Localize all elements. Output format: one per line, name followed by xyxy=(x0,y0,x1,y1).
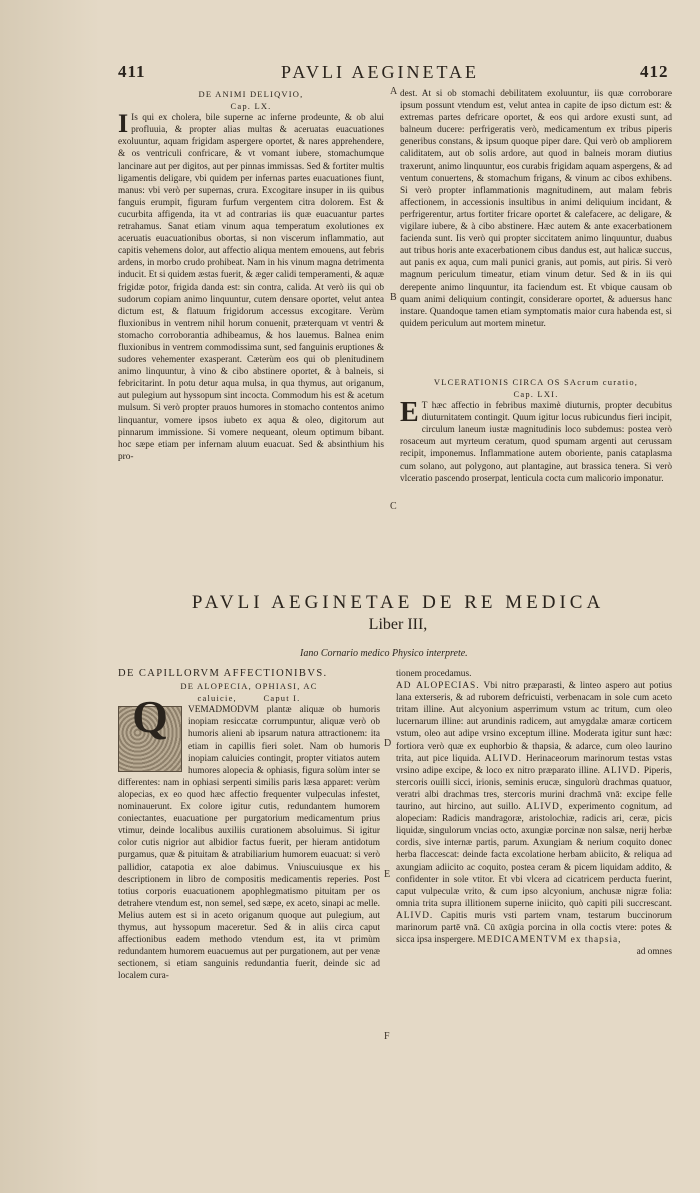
subheading: DE ALOPECIA, OPHIASI, AC xyxy=(180,681,318,692)
chapter-heading: DE ANIMI DELIQVIO, xyxy=(198,89,304,99)
column-top-left xyxy=(118,88,384,463)
margin-letter-f: F xyxy=(384,1031,390,1042)
recipe-heading: ALIVD. xyxy=(484,753,522,764)
recipe-heading: ALIVD. xyxy=(603,765,641,776)
chapter-number: Caput I. xyxy=(263,693,301,704)
body-text: VEMADMODVM plantæ aliquæ ob humoris inopiam resiccatæ corrumpuntur, aliquæ verò ob humoris alieni ab ipsarum natura attractionem: ita etiam in capillis fieri solet. Nam ob humoris inopiam caluicies contingit, propter vitiatos autem humores alopecia & ophiasis, figura solùm inter se differentes: nam in ophiasi serpenti similis paris læsa apparet: verùm alopecias, ex eo quod hæc affectio frequenter vulpeculas infestet, nominauerunt. Ex colore igitur cutis, redundantem humorem coniectantes, euacuatione per purgatorium medicamentum prius vtimur, deinde localibus auxiliis curationem absoluimus. Si igitur color cutis nigrior aut albidior factus fuerit, per hieram antidotum purgamus, quæ & pituitam & atrabiliarium humorem euacuat: si verò pallidior, catapotia ex aloe dabimus. Vniuscuiusque ex his descriptionem in libro de compositis medicamentis reperies. Post totius corporis euacuationem apophlegmatismo pituitam per os detrahere vtendum est, non semel, sed sæpe, ex aceto, sinapi ac melle. Melius autem est si in aceto origanum quoque aut pulegium, aut thymus, aut hyssopum maceretur. Sed & in aliis circa caput affectionibus eadem methodo vtendum est, ita vt primùm redundantem humorem euacuemus aut per purgationem, aut per venæ sectionem, si etiam sanguinis redundantia fuerit, deinde sic ad localem cura- xyxy=(118,705,380,982)
margin-letter-d: D xyxy=(384,738,392,749)
margin-letter-e: E xyxy=(384,869,391,880)
recipe-heading: MEDICAMENTVM ex thapsia, xyxy=(477,935,622,946)
paragraph xyxy=(400,397,672,485)
drop-capital: I xyxy=(118,109,129,139)
body-text: Piperis, stercoris ouilli sicci, irionis, seminis erucæ, singulorù drachmas quatuor, veratri albi drachmas tres, stercoris murini drachmā vnā: excipe felle taurino, aut hircino, aut suillo. xyxy=(396,765,672,813)
subheading-part: caluicie, xyxy=(197,693,237,704)
ornate-letter: Q xyxy=(132,691,168,743)
running-head: PAVLI AEGINETAE xyxy=(280,62,480,82)
book-number: Liber III, xyxy=(368,616,428,633)
column-top-right xyxy=(400,88,672,485)
body-text: T hæc affectio in febribus maximè diuturnis, propter decubitus diuturnitatem contingit. Quum igitur locus rubicundus fieri incipit, circulum laneum iustæ magnitudinis loco subdemus: postea verò rosaceum aut myrteum ceratum, quod spumam argenti aut cerussam recipit, imponemus. Inflammatione autem oboriente, panis cataplasma cum solano, aut polygono, aut plantagine, aut brassica tenera. Si verò vlceratio pascendo proserpat, lenticula cocta cum malicorio imponatur. xyxy=(400,401,672,484)
catchword: ad omnes xyxy=(636,947,672,958)
body-text: Is qui ex cholera, bile superne ac inferne prodeunte, & ob alui profluuia, & propter alias multas & aceruatas euacuationes exoluuntur, aquam frigidam aspergere oportet, & nares apprehendere, & os ventriculi confricare, & vt vomant iubere, stomachumque lancinare aut per digitos, aut per pinnas immissas. Sed & fortiter multis ligamentis deligare, vbi quidem per infernas partes euacuationes fiunt, manus: vbi verò per supernas, crura. Excogitare insuper in iis quibus fanguis erumpit, figuram furfum vergentem citra dolorem. Est & cucurbita affigenda, ita vt ad contrarias iis quæ euacuantur partes retrahamus. Sanat etiam vinum aqua temperatum exolutiones ex aceruatis euacuationibus obortas, si non viscerum inflammatio, aut capitis vehemens dolor, aut affectio aliqua mentem emouens, aut febris ardens, in morbo crudo prohibeat. Nam in his vinum magna detrimenta inducit. Et si quidem æstas fuerit, & æger calidi temperamenti, & aquæ frigidæ potor, frigida danda est: sin contra, calida. At verò iis qui ob sudorum copiam animo linquuntur, cutem densare oportet, velut antea dictum est, & flatuum frigidorum accessus excogitare. Verùm fluxionibus in ventrem nihil horum conuenit, præterquam vt ventri & stomacho corroborantia adhibeamus, & hos lauemus. Balnea enim fluxionibus in ventrem commodissima sunt, sed fanguinis eruptiones & sudores vehementer exasperant. Cæterùm eos qui ob plenitudinem animo linquuntur, à vino & cibo abstinere oportet, & à balneis, si febricitarint. In potu detur aqua mulsa, in qua thymus, aut origanum, aut pulegium aut hyssopum sint incocta. Commodum his est & acetum mulsum. Si verò propter prauos humores in stomacho contentos animo linquantur, vomere ipsos iubeto ex aqua & oleo, digitorum aut pinnarum immissione. Si vomere nequeant, oleum optimum bibant. hoc sæpe etiam per infernam aluum euacuat. Sed & absinthium his pro- xyxy=(118,113,384,462)
paragraph: tionem procedamus. xyxy=(396,669,472,679)
chapter-heading: VLCERATIONIS CIRCA OS SAcrum curatio, xyxy=(433,376,639,387)
recipe-heading: AD ALOPECIAS. xyxy=(396,681,480,692)
body-text: Capitis muris vsti partem vnam, testarum buccinorum marinorum partē vnā. Cū axūgia porcina in olla coctis vtere: potes & sicca ipsa inspergere. xyxy=(396,910,672,946)
recipe-heading: ALIVD, xyxy=(525,802,564,813)
drop-capital: E xyxy=(400,397,419,429)
folio-left: 411 xyxy=(118,62,146,81)
column-bottom-left xyxy=(118,668,380,982)
margin-letter-b: B xyxy=(390,292,397,303)
margin-letter-c: C xyxy=(390,501,397,512)
recipe-heading: ALIVD. xyxy=(396,910,434,921)
chapter-number: Cap. LX. xyxy=(230,101,272,112)
body-text: Vbi nitro præparasti, & linteo aspero aut potius lana exterseris, & ad ruborem defricuisti, verbenacam in sole cum aceto tritam illine. Aut alcyonium asperrimum vstum ac tritum, cum oleo lucernarum illine: aut arundinis radicem, aut amygdalæ amaræ corticem vstum, oleo aut adipe vrsino exceptum illine. Moderata igitur sunt hæc: fortiora verò quæ ex euphorbio & thapsia, & adarce, cum oleo laurino trita, aut pice liquida. xyxy=(396,681,672,764)
chapter-number: Cap. LXI. xyxy=(513,388,559,399)
folio-right: 412 xyxy=(640,62,669,81)
ornate-initial xyxy=(118,691,182,772)
margin-letter-a: A xyxy=(390,86,398,97)
section-heading: DE CAPILLORVM AFFECTIONIBVS. xyxy=(118,668,328,679)
book-title: PAVLI AEGINETAE DE RE MEDICA xyxy=(191,592,605,613)
paragraph xyxy=(396,680,672,946)
paragraph xyxy=(118,109,384,463)
paragraph: dest. At si ob stomachi debilitatem exoluuntur, iis quæ corroborare ipsum possunt vtendum est, velut antea in capite de ipso dictum est: & extremas partes defricare oportet, & eos qui ardore exusti sunt, ad balneum ducere: perfrigeratis verò, medicamentum ex tribus piperis generibus constans, & ipsum quoque piper dare. Qui verò ob ampliorem caliditatem, aut ob solis ardore, aut quod in balneis moram diutius traxerunt, animo linquuntur, eos curabis frigidam aquam aspergens, & ad ventum conuertens, & stomachum frigans, & vinum ac cibos exhibens. Si verò propter inflammationis magnitudinem, aut malam febris affectionem, in accessionis insultibus in animi deliquium incidant, & perfrigerentur, artus fortiter fricare oportet & calefacere, ac deligare, & vigilare iubere, & à cibo abstinere. Hæc autem & ante exacerbationem facienda sunt. Iis verò qui propter siccitatem animo linquuntur, duabus aut tribus horis ante exacerbationem cibus dandus est, aut halicæ succus, aut panis ex aqua, cum mali punici granis, aut pomis, aut piris. Si verò magnum periculum timeatur, etiam vinum detur. Sed & in iis qui derepente animo linquuntur, ita faciendum est. Et vbique causam ob quam animi deliquium contingit, considerare oportet, & aduersus hanc instare. Quandoque tamen etiam symptomatis maior cura habenda est, si quidem periculum aut mortem minetur. xyxy=(400,89,672,329)
body-text: Herinaceorum marinorum testas vstas vrsino adipe excipe, & loco ex nitro præparato illine. xyxy=(396,753,672,776)
translator-line: Iano Cornario medico Physico interprete. xyxy=(300,648,468,659)
body-text: experimento cognitum, ad alopeciam: Radicis mandragoræ, aristolochiæ, radicis ari, ceræ, picis liquidæ, singulorum vncias octo, axungiæ porcinæ non salsæ, nerij herbæ cordis, sive internæ partis, parum. Axungiam & nerium coquito donec herba flaccescat: deinde facta excolatione herbam abiicito, & reliqua ad axungiam adiicito ac coquito, postea ceram & picem liquidam addito, & confidenter in sole vtitor. Et vbi vlcera ad cicatricem perducta fuerint, caput vulpeculæ vrito, & cum ipso alcyonium, anchusæ nigræ folia: omnia trita supra illitionem superne iniicito, quò capiti pili succrescant. xyxy=(396,802,672,909)
column-bottom-right xyxy=(396,668,672,958)
